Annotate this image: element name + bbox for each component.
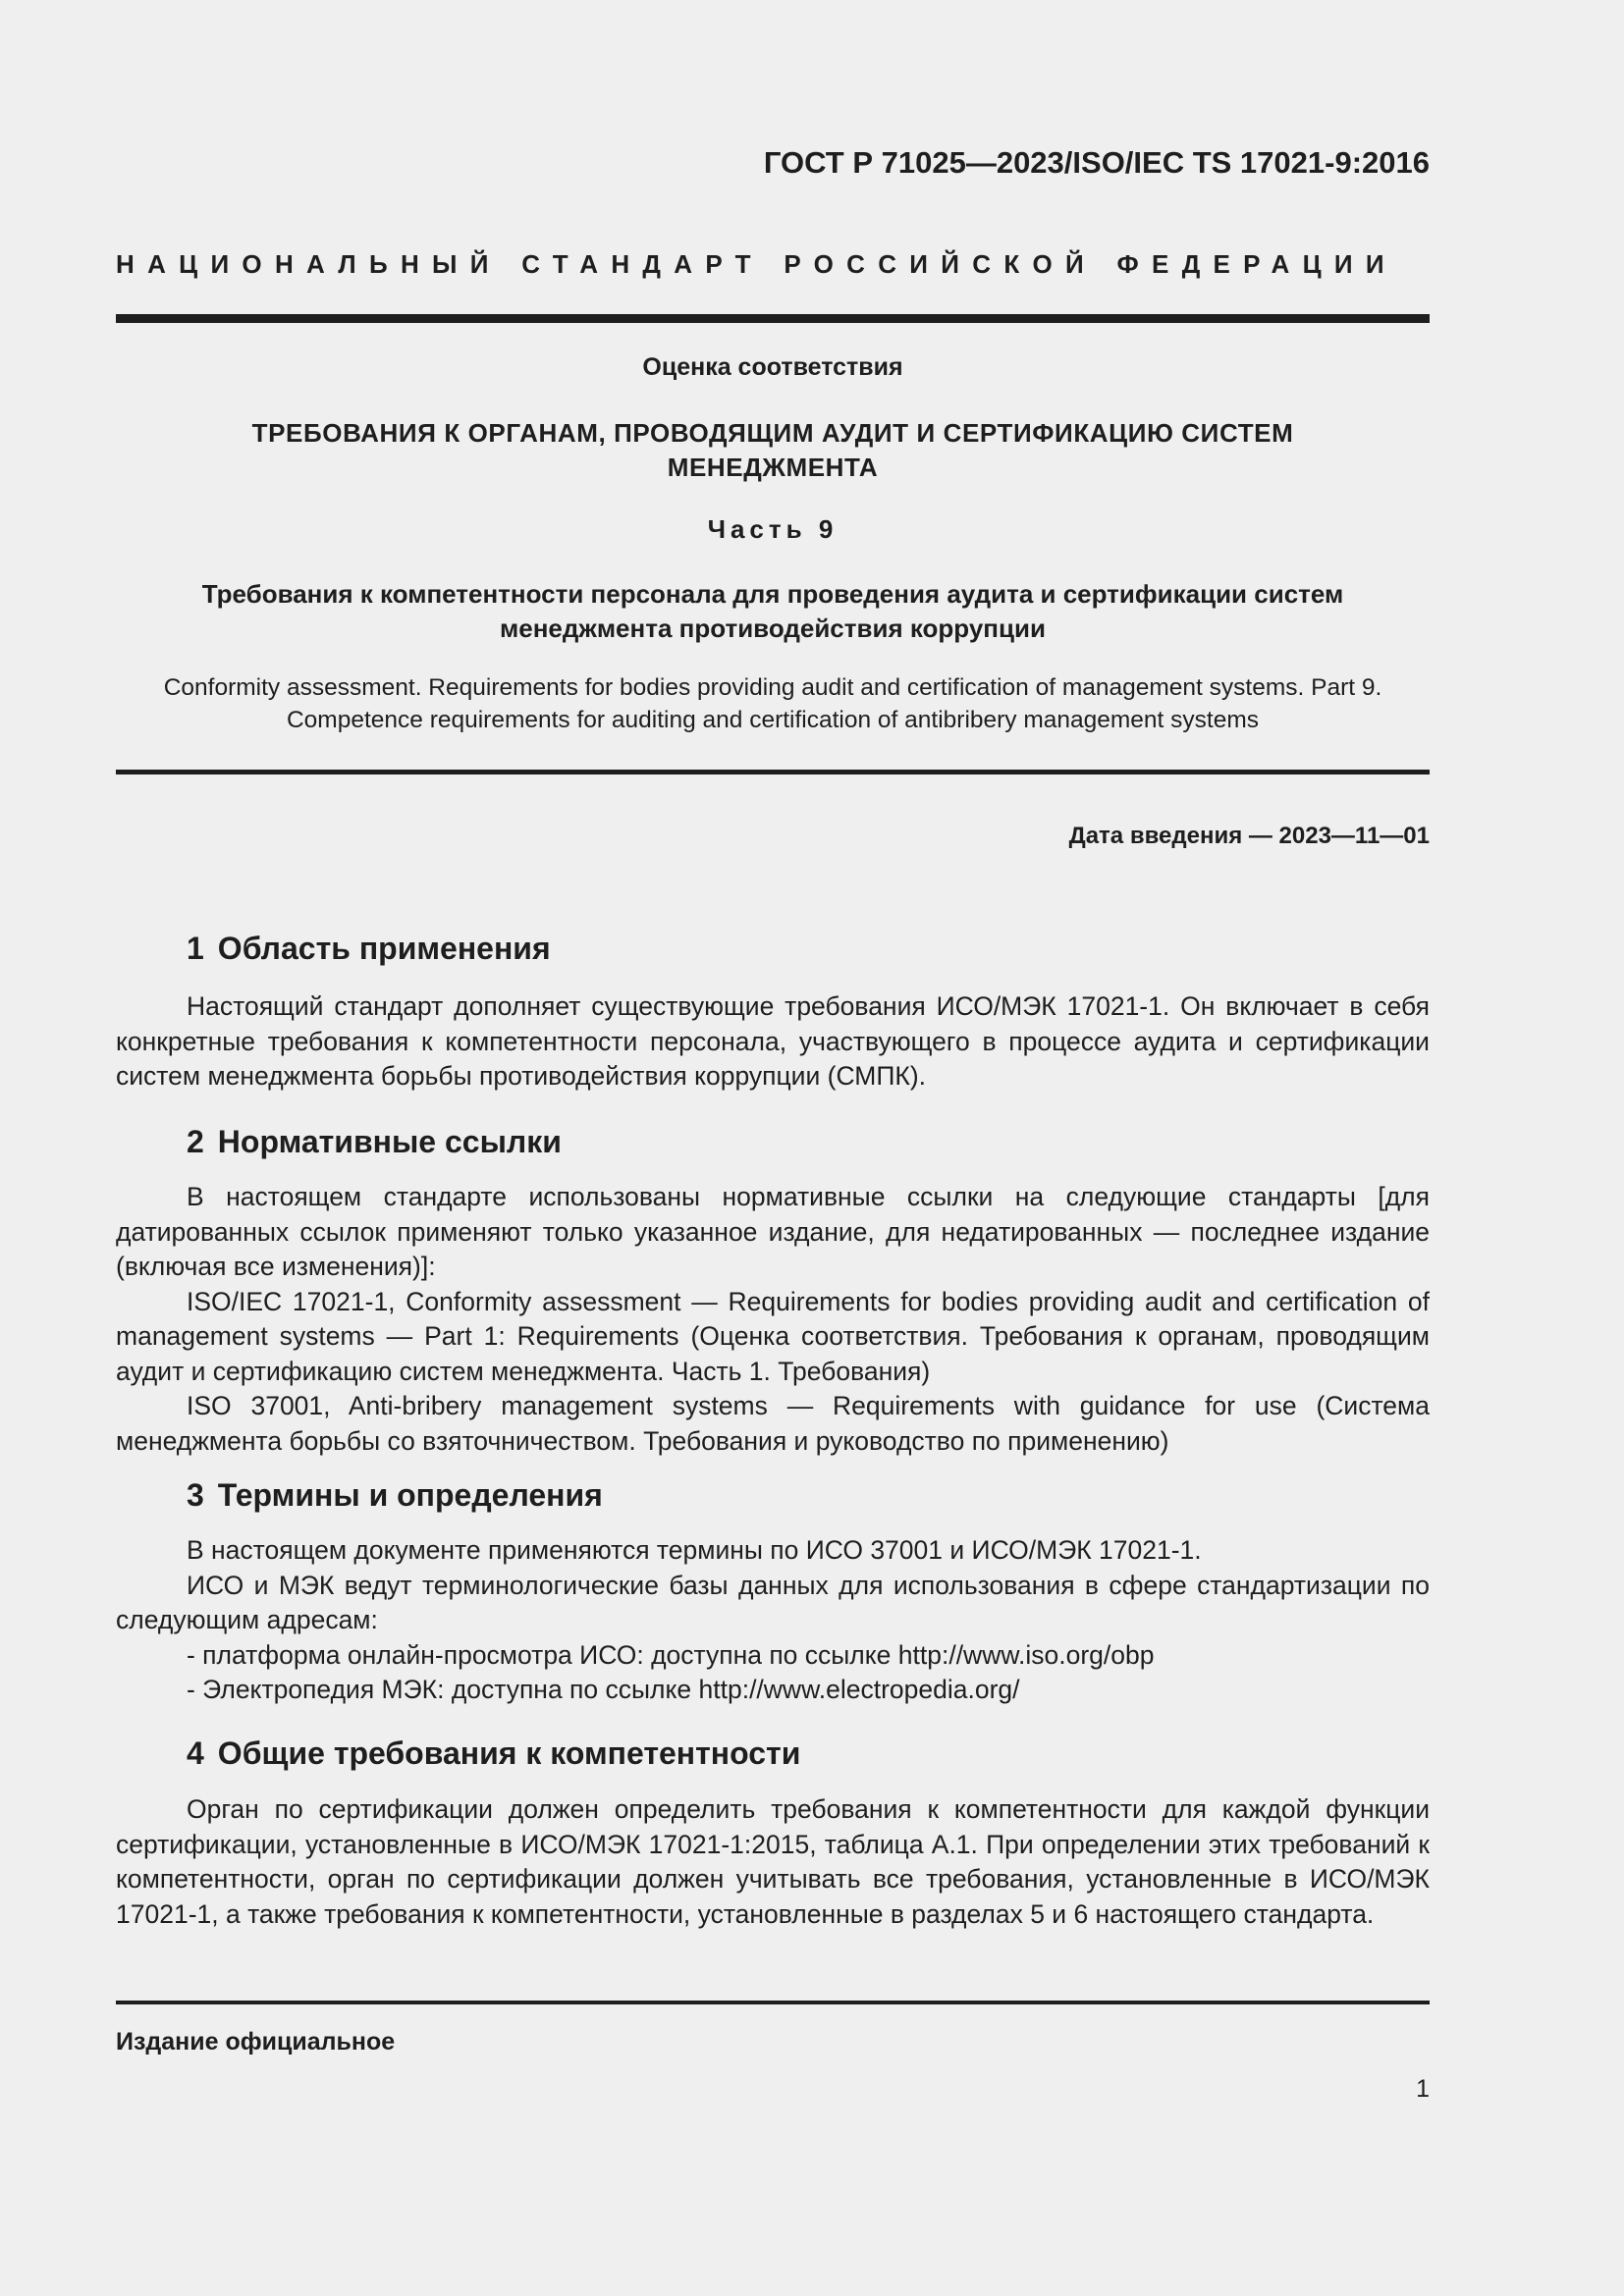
list-item: - Электропедия МЭК: доступна по ссылке http://www.electropedia.org/	[187, 1675, 1020, 1704]
document-code: ГОСТ Р 71025—2023/ISO/IEC TS 17021-9:2016	[763, 145, 1430, 180]
part-label: Часть 9	[707, 514, 839, 544]
main-title-line: МЕНЕДЖМЕНТА	[667, 453, 879, 482]
official-edition-label: Издание официальное	[116, 2028, 396, 2056]
paragraph: Орган по сертификации должен определить требования к компетентности для каждой функции сертификации, установленные в ИСО/МЭК 17021-1:2015, таблица А.1. При определении этих требований к компетентности, орган по сертификации должен учитывать все требования, установленные в ИСО/МЭК 17021-1, а также требования к компетентности, установленные в разделах 5 и 6 настоящего стандарта.	[116, 1794, 1430, 1929]
section-body	[116, 1180, 1430, 1459]
paragraph: В настоящем стандарте использованы нормативные ссылки на следующие стандарты [для датированных ссылок применяют только указанное издание, для недатированных — последнее издание (включая все изменения)]:	[116, 1182, 1430, 1281]
subtitle	[116, 577, 1430, 646]
paragraph: Настоящий стандарт дополняет существующие требования ИСО/МЭК 17021-1. Он включает в себя конкретные требования к компетентности персонала, участвующего в процессе аудита и сертификации систем менеджмента борьбы противодействия коррупции (СМПК).	[116, 991, 1430, 1091]
subtitle-line: Требования к компетентности персонала для проведения аудита и сертификации систем	[201, 579, 1344, 609]
section-title: Нормативные ссылки	[217, 1124, 562, 1159]
section-body	[116, 1533, 1430, 1708]
list-item: - платформа онлайн-просмотра ИСО: доступна по ссылке http://www.iso.org/obp	[187, 1639, 1155, 1670]
main-title-line: ТРЕБОВАНИЯ К ОРГАНАМ, ПРОВОДЯЩИМ АУДИТ И СЕРТИФИКАЦИЮ СИСТЕМ	[251, 418, 1294, 448]
section-number: 4	[187, 1735, 204, 1771]
top-rule	[116, 314, 1430, 323]
bottom-rule	[116, 2001, 1430, 2004]
section-title: Термины и определения	[217, 1477, 603, 1513]
section-number: 2	[187, 1124, 204, 1159]
main-title	[116, 416, 1430, 485]
section-body	[116, 989, 1430, 1095]
section-title: Общие требования к компетентности	[217, 1735, 801, 1771]
page-number: 1	[1416, 2075, 1430, 2103]
section-heading	[187, 1735, 800, 1772]
paragraph: ISO/IEC 17021-1, Conformity assessment — Requirements for bodies providing audit and certification of management systems — Part 1: Requirements (Оценка соответствия. Требования к органам, проводящим аудит и сертификацию систем менеджмента. Часть 1. Требования)	[116, 1286, 1430, 1386]
section-heading	[187, 1477, 603, 1514]
english-title	[116, 671, 1430, 736]
section-heading	[187, 931, 551, 967]
english-title-line: Competence requirements for auditing and certification of antibribery management systems	[286, 707, 1260, 733]
english-title-line: Conformity assessment. Requirements for bodies providing audit and certification of management systems. Part 9.	[163, 674, 1382, 701]
paragraph: В настоящем документе применяются термины по ИСО 37001 и ИСО/МЭК 17021-1.	[187, 1535, 1202, 1565]
subtitle-line: менеджмента противодействия коррупции	[500, 614, 1046, 643]
section-body	[116, 1792, 1430, 1932]
standard-subject: Оценка соответствия	[642, 353, 903, 381]
section-number: 3	[187, 1477, 204, 1513]
introduction-date: Дата введения — 2023—11—01	[1068, 823, 1430, 849]
section-heading	[187, 1124, 562, 1160]
paragraph: ИСО и МЭК ведут терминологические базы данных для использования в сфере стандартизации по следующим адресам:	[116, 1570, 1430, 1634]
section-number: 1	[187, 931, 204, 966]
national-standard-banner: НАЦИОНАЛЬНЫЙ СТАНДАРТ РОССИЙСКОЙ ФЕДЕРАЦИИ	[116, 249, 1397, 279]
middle-rule	[116, 770, 1430, 774]
paragraph: ISO 37001, Anti-bribery management systems — Requirements with guidance for use (Система менеджмента борьбы со взяточничеством. Требования и руководство по применению)	[116, 1391, 1430, 1456]
section-title: Область применения	[217, 931, 551, 966]
document-page	[116, 0, 1430, 2296]
